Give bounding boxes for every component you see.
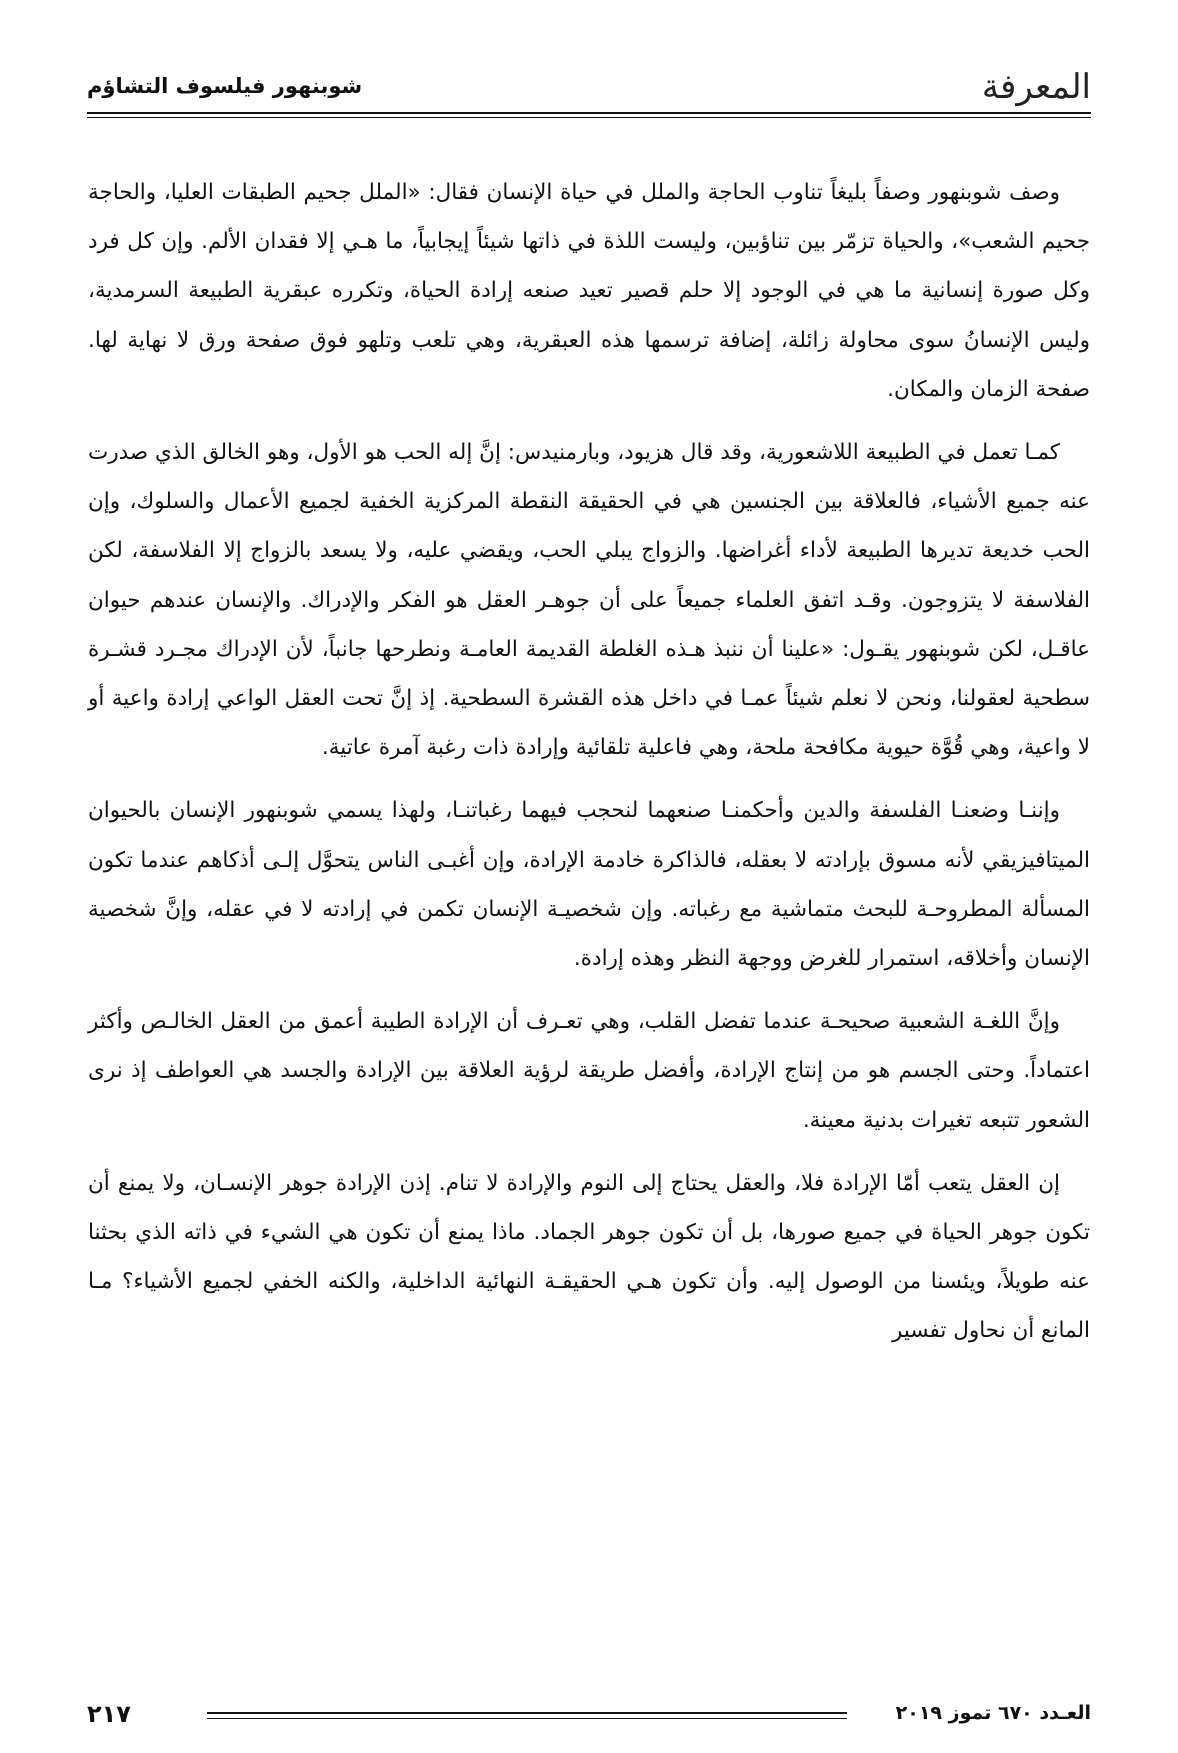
header-rule-thin bbox=[87, 117, 1091, 118]
page-header bbox=[87, 60, 1091, 112]
paragraph: وإنَّ اللغـة الشعبية صحيحـة عندما تفضل القلب، وهي تعـرف أن الإرادة الطيبة أعمق من العقل الخالـص وأكثر اعتماداً. وحتى الجسم هو من إنتاج الإرادة، وأفضل طريقة لرؤية العلاقة بين الإرادة والجسد هي العواطف إذ نرى الشعور تتبعه تغيرات بدنية معينة. bbox=[88, 1009, 1090, 1133]
footer-rule bbox=[207, 1712, 847, 1714]
page-footer bbox=[87, 1698, 1091, 1738]
paragraph: كمـا تعمل في الطبيعة اللاشعورية، وقد قال هزيود، وبارمنيدس: إنَّ إله الحب هو الأول، وهو الخالق الذي صدرت عنه جميع الأشياء، فالعلاقة بين الجنسين هي في الحقيقة النقطة المركزية الخفية لجميع الأعمال والسلوك، وإن الحب خديعة تديرها الطبيعة لأداء أغراضها. والزواج يبلي الحب، ويقضي عليه، ولا يسعد بالزواج إلا الفلاسفة، لكن الفلاسفة لا يتزوجون. وقـد اتفق العلماء جميعاً على أن جوهـر العقل هو الفكر والإدراك. والإنسان عندهم حيوان عاقـل، لكن شوبنهور يقـول: «علينا أن ننبذ هـذه الغلطة القديمة العامـة ونطرحها جانباً، لأن الإدراك مجـرد قشـرة سطحية لعقولنا، ونحن لا نعلم شيئاً عمـا في داخل هذه القشرة السطحية. إذ إنَّ تحت العقل الواعي إرادة واعية أو لا واعية، وهي قُوَّة حيوية مكافحة ملحة، وهي فاعلية تلقائية وإرادة ذات رغبة آمرة عاتية. bbox=[88, 440, 1090, 761]
footer-rule-thin bbox=[207, 1718, 847, 1719]
paragraph: إن العقل يتعب أمّا الإرادة فلا، والعقل يحتاج إلى النوم والإرادة لا تنام. إذن الإرادة جوهر الإنسـان، ولا يمنع أن تكون جوهر الحياة في جميع صورها، بل أن تكون جوهر الجماد. ماذا يمنع أن تكون هي الشيء في ذاته الذي بحثنا عنه طويلاً، ويئسنا من الوصول إليه. وأن تكون هـي الحقيقـة النهائية الداخلية، والكنه الخفي لجميع الأشياء؟ مـا المانع أن نحاول تفسير bbox=[88, 1170, 1090, 1344]
article-body bbox=[88, 168, 1090, 1370]
magazine-logo: المعرفة bbox=[981, 67, 1091, 107]
page-number: ٢١٧ bbox=[87, 1700, 131, 1728]
running-title: شوبنهور فيلسوف التشاؤم bbox=[87, 74, 363, 98]
issue-info: العـدد ٦٧٠ تموز ٢٠١٩ bbox=[895, 1702, 1091, 1724]
header-rule bbox=[87, 112, 1091, 114]
paragraph: وإننـا وضعنـا الفلسفة والدين وأحكمنـا صنعهما لنحجب فيهما رغباتنـا، ولهذا يسمي شوبنهور الإنسان بالحيوان الميتافيزيقي لأنه مسوق بإرادته لا بعقله، فالذاكرة خادمة الإرادة، وإن أغبـى الناس يتحوَّل إلـى أذكاهم عندما تكون المسألة المطروحـة للبحث متماشية مع رغباته. وإن شخصيـة الإنسان تكمن في إرادته لا في عقله، وإنَّ شخصية الإنسان وأخلاقه، استمرار للغرض ووجهة النظر وهذه إرادة. bbox=[88, 798, 1090, 972]
paragraph: وصف شوبنهور وصفاً بليغاً تناوب الحاجة والملل في حياة الإنسان فقال: «الملل جحيم الطبقات العليا، والحاجة جحيم الشعب»، والحياة تزمّر بين تناؤبين، وليست اللذة في ذاتها شيئاً إيجابياً، ما هـي إلا فقدان الألم. وإن كل فرد وكل صورة إنسانية ما هي في الوجود إلا حلم قصير تعيد صنعه إرادة الحياة، وتكرره عبقرية الطبيعة السرمدية، وليس الإنسانُ سوى محاولة زائلة، إضافة ترسمها هذه العبقرية، وهي تلعب وتلهو فوق صفحة ورق لا نهاية لها. صفحة الزمان والمكان. bbox=[88, 180, 1090, 402]
